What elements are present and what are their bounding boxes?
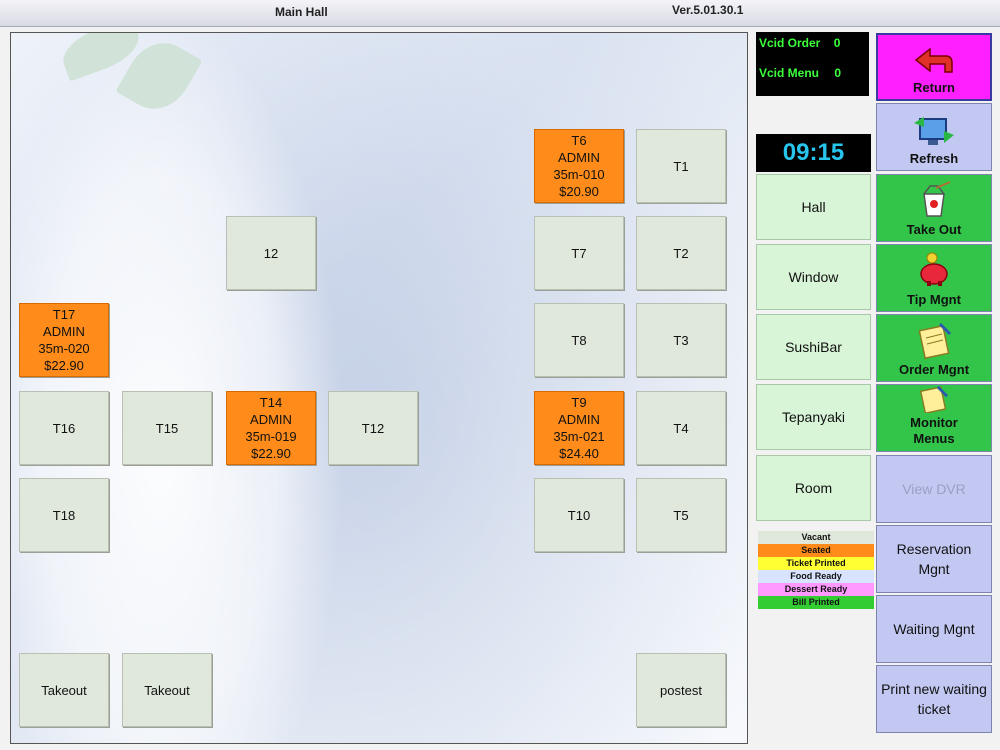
take-out-label: Take Out	[906, 222, 962, 237]
table-server: ADMIN	[558, 150, 600, 165]
table-t5[interactable]	[636, 478, 726, 552]
table-name: T4	[673, 420, 689, 436]
table-t9[interactable]	[534, 391, 624, 465]
void-order-value: 0	[833, 36, 841, 50]
legend-food-ready: Food Ready	[758, 570, 874, 583]
table-name: Takeout	[41, 682, 87, 698]
table-amount: $20.90	[559, 184, 599, 199]
table-postest[interactable]	[636, 653, 726, 727]
table-t12[interactable]	[328, 391, 418, 465]
table-name: T7	[571, 245, 587, 261]
table-name: 12	[263, 245, 279, 261]
notepad-pen-icon	[914, 385, 954, 413]
tip-mgnt-label: Tip Mgnt	[907, 292, 961, 307]
table-takeout-1[interactable]	[19, 653, 109, 727]
take-out-button[interactable]	[876, 174, 992, 242]
legend-bill-printed: Bill Printed	[758, 596, 874, 609]
waiting-mgnt-label: Waiting Mgnt	[893, 621, 975, 637]
table-t3[interactable]	[636, 303, 726, 377]
void-counter-panel	[756, 32, 869, 96]
table-ticket: 35m-019	[245, 429, 297, 444]
return-button[interactable]	[876, 33, 992, 101]
table-name: Takeout	[144, 682, 190, 698]
table-name: T2	[673, 245, 689, 261]
table-t16[interactable]	[19, 391, 109, 465]
area-hall-button[interactable]: Hall	[756, 174, 871, 240]
table-t10[interactable]	[534, 478, 624, 552]
reservation-mgnt-label: Reservation Mgnt	[896, 541, 972, 577]
view-dvr-label: View DVR	[902, 481, 966, 497]
return-label: Return	[913, 80, 955, 95]
legend-vacant: Vacant	[758, 531, 874, 544]
table-name: T14	[259, 395, 283, 410]
view-dvr-button[interactable]	[876, 455, 992, 523]
refresh-label: Refresh	[909, 151, 959, 166]
status-legend	[758, 531, 874, 609]
table-server: ADMIN	[558, 412, 600, 427]
waiting-mgnt-button[interactable]	[876, 595, 992, 663]
table-amount: $24.40	[559, 446, 599, 461]
table-name: T9	[571, 395, 587, 410]
table-ticket: 35m-021	[553, 429, 605, 444]
area-room-button[interactable]: Room	[756, 455, 871, 521]
table-ticket: 35m-010	[553, 167, 605, 182]
table-takeout-2[interactable]	[122, 653, 212, 727]
refresh-button[interactable]	[876, 103, 992, 171]
table-name: T12	[361, 420, 385, 436]
table-server: ADMIN	[250, 412, 292, 427]
table-name: T16	[52, 420, 76, 436]
table-t6[interactable]	[534, 129, 624, 203]
table-t7[interactable]	[534, 216, 624, 290]
table-amount: $22.90	[44, 358, 84, 373]
reservation-mgnt-button[interactable]	[876, 525, 992, 593]
order-mgnt-label: Order Mgnt	[898, 362, 970, 377]
table-t14[interactable]	[226, 391, 316, 465]
takeout-box-icon	[914, 180, 954, 220]
clock: 09:15	[756, 134, 871, 172]
return-arrow-icon	[912, 46, 956, 78]
legend-dessert-ready: Dessert Ready	[758, 583, 874, 596]
table-name: postest	[660, 682, 702, 698]
version-label: Ver.5.01.30.1	[672, 3, 744, 17]
table-t4[interactable]	[636, 391, 726, 465]
table-name: T6	[571, 133, 587, 148]
table-t1[interactable]	[636, 129, 726, 203]
area-window-button[interactable]: Window	[756, 244, 871, 310]
table-amount: $22.90	[251, 446, 291, 461]
table-name: T8	[571, 332, 587, 348]
area-tepanyaki-button[interactable]: Tepanyaki	[756, 384, 871, 450]
legend-ticket-printed: Ticket Printed	[758, 557, 874, 570]
table-name: T15	[155, 420, 179, 436]
table-12[interactable]	[226, 216, 316, 290]
table-name: T1	[673, 158, 689, 174]
table-t15[interactable]	[122, 391, 212, 465]
table-name: T18	[52, 507, 76, 523]
void-order-label: Vcid Order	[759, 36, 821, 50]
notepad-pen-icon	[914, 320, 954, 360]
table-name: T17	[52, 307, 76, 322]
table-name: T3	[673, 332, 689, 348]
table-t2[interactable]	[636, 216, 726, 290]
table-t17[interactable]	[19, 303, 109, 377]
order-mgnt-button[interactable]	[876, 314, 992, 382]
table-server: ADMIN	[43, 324, 85, 339]
table-name: T10	[567, 507, 591, 523]
tip-mgnt-button[interactable]	[876, 244, 992, 312]
void-menu-label: Vcid Menu	[759, 66, 820, 80]
void-menu-value: 0	[834, 66, 842, 80]
legend-seated: Seated	[758, 544, 874, 557]
print-waiting-ticket-button[interactable]	[876, 665, 992, 733]
floor-plan	[10, 32, 748, 744]
area-sushibar-button[interactable]: SushiBar	[756, 314, 871, 380]
table-name: T5	[673, 507, 689, 523]
print-waiting-ticket-label: Print new waiting ticket	[881, 681, 987, 717]
piggy-bank-icon	[914, 250, 954, 290]
window-title: Main Hall	[275, 5, 328, 19]
table-ticket: 35m-020	[38, 341, 90, 356]
title-bar	[0, 0, 1000, 27]
monitor-menus-button[interactable]	[876, 384, 992, 452]
monitor-menus-label: Monitor Menus	[910, 415, 958, 446]
table-t8[interactable]	[534, 303, 624, 377]
table-t18[interactable]	[19, 478, 109, 552]
refresh-monitor-icon	[912, 113, 956, 149]
